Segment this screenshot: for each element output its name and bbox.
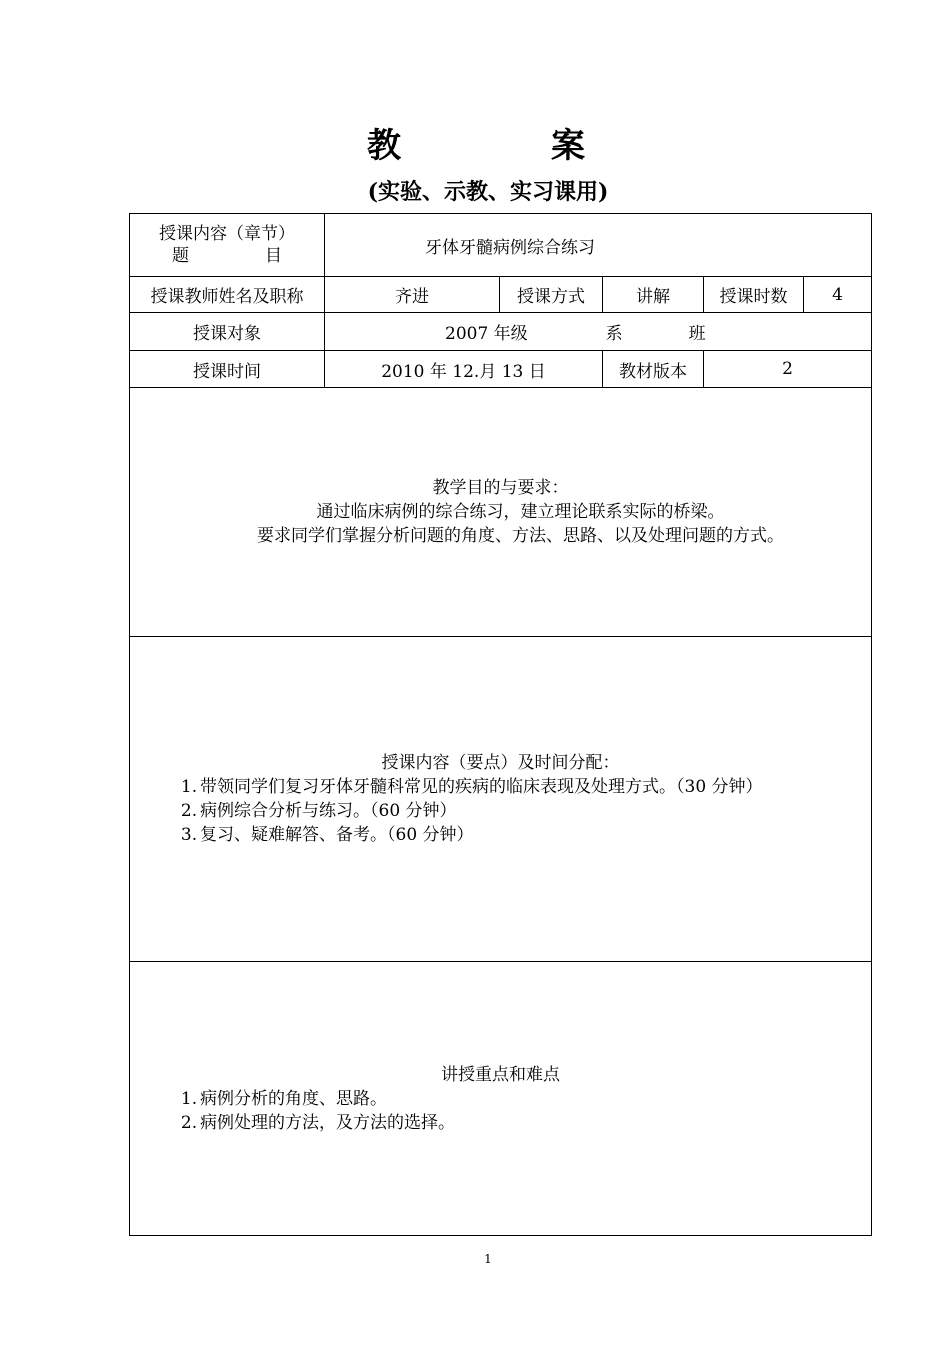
edition-value: 2	[704, 351, 872, 388]
objectives-line-1: 通过临床病例的综合练习，建立理论联系实际的桥梁。	[316, 502, 725, 522]
topic-label-line2: 题 目	[172, 246, 282, 266]
objectives-line-2: 要求同学们掌握分析问题的角度、方法、思路、以及处理问题的方式。	[257, 526, 785, 546]
topic-label	[130, 214, 325, 277]
audience-value	[325, 313, 872, 351]
list-item: 3. 复习、疑难解答、备考。（60 分钟）	[180, 825, 474, 845]
list-item: 2. 病例综合分析与练习。（60 分钟）	[180, 801, 457, 821]
audience-year: 2007 年级	[445, 324, 528, 344]
topic-value: 牙体牙髓病例综合练习	[325, 214, 872, 277]
list-item: 1. 带领同学们复习牙体牙髓科常见的疾病的临床表现及处理方式。（30 分钟）	[180, 777, 763, 797]
objectives-heading: 教学目的与要求：	[432, 478, 569, 498]
lesson-plan-table	[129, 213, 872, 1236]
teacher-row	[130, 277, 872, 313]
content-list	[130, 775, 871, 847]
document-subtitle: (实验、示教、实习课用)	[367, 179, 609, 205]
teacher-label: 授课教师姓名及职称	[130, 277, 325, 313]
audience-class: 班	[688, 324, 706, 344]
time-row	[130, 351, 872, 388]
edition-label: 教材版本	[603, 351, 704, 388]
content-section	[130, 637, 872, 962]
teacher-value: 齐进	[325, 277, 500, 313]
page-number: 1	[484, 1252, 492, 1266]
list-item: 2. 病例处理的方法，及方法的选择。	[180, 1112, 455, 1133]
key-points-list	[130, 1087, 871, 1135]
list-item: 1. 病例分析的角度、思路。	[180, 1088, 387, 1109]
hours-label: 授课时数	[704, 277, 804, 313]
key-points-section	[130, 962, 872, 1236]
topic-label-line1: 授课内容（章节）	[159, 224, 295, 244]
audience-row	[130, 313, 872, 351]
method-label: 授课方式	[500, 277, 603, 313]
content-heading: 授课内容（要点）及时间分配：	[381, 753, 620, 773]
objectives-section	[130, 388, 872, 637]
audience-label: 授课对象	[130, 313, 325, 351]
title-char-2: 案	[551, 126, 585, 166]
topic-row	[130, 214, 872, 277]
key-points-heading: 讲授重点和难点	[441, 1064, 561, 1085]
hours-value: 4	[804, 277, 872, 313]
audience-dept: 系	[605, 324, 623, 344]
title-char-1: 教	[367, 126, 401, 166]
time-label: 授课时间	[130, 351, 325, 388]
method-value: 讲解	[603, 277, 704, 313]
document-title	[0, 118, 952, 167]
time-value: 2010 年 12.月 13 日	[325, 351, 603, 388]
